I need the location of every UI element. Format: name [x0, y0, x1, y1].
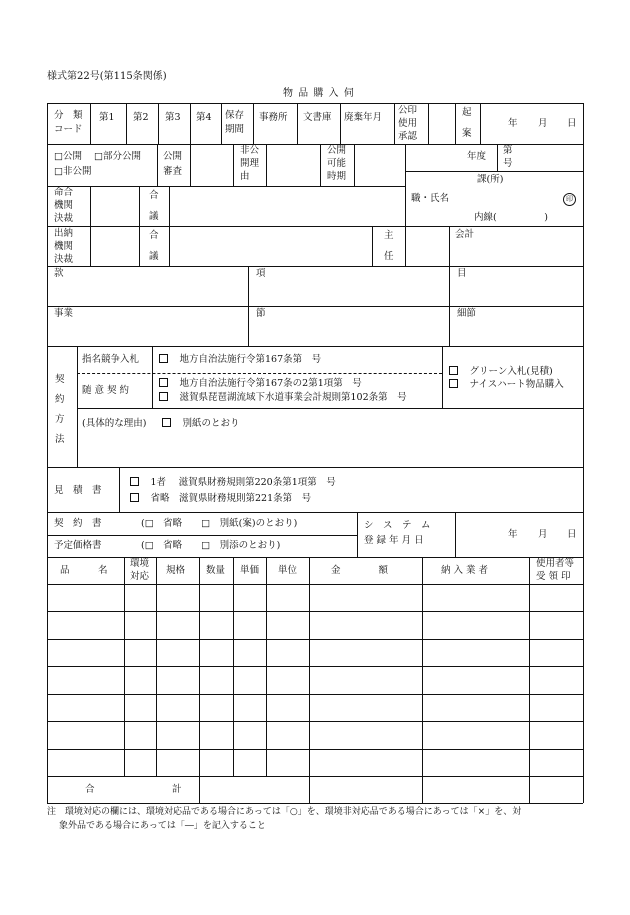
koin-label: 公印 [398, 105, 418, 116]
kankyo-header-1: 環境 [130, 558, 150, 569]
dashed-rule [77, 373, 442, 374]
meirei-label-2: 機関 [54, 200, 74, 211]
green-option[interactable] [449, 366, 553, 378]
rule [126, 103, 127, 144]
code-label: コード [54, 124, 83, 135]
yotei-options[interactable]: (□ 省略 □ 別添のとおり) [141, 540, 281, 551]
rule [497, 144, 498, 171]
mitsumori-option-1[interactable] [130, 477, 336, 489]
saimoku-label: 細節 [457, 308, 477, 319]
keiyaku-label-1: 契 [55, 374, 65, 385]
suito-label-3: 決裁 [54, 254, 74, 265]
rule [449, 226, 450, 266]
year-label: 年 [508, 529, 518, 540]
keiyakusho-options[interactable]: (□ 省略 □ 別紙(案)のとおり) [141, 518, 298, 529]
kikaku-header: 規格 [166, 565, 186, 576]
gogi-label-2: 議 [149, 211, 159, 222]
rule [47, 666, 583, 667]
hikokai-riyu-label-3: 由 [240, 171, 250, 182]
rule [190, 103, 191, 144]
day-label: 日 [567, 529, 577, 540]
kingaku-header: 金 額 [331, 565, 389, 576]
rule [233, 557, 234, 776]
page-title: 物 品 購 入 伺 [283, 88, 355, 99]
rule [47, 266, 583, 267]
rule [139, 186, 140, 266]
tani-header: 単位 [278, 565, 298, 576]
shimei-option[interactable] [159, 354, 321, 366]
dai4-label: 第4 [196, 112, 212, 123]
rule [449, 266, 450, 346]
toroku-label: 登 録 年 月 日 [364, 535, 424, 546]
zuii-option-1[interactable] [159, 378, 362, 390]
shimei-option-text: 地方自治法施行令第167条第 号 [179, 354, 322, 365]
rule [77, 408, 583, 409]
checkbox[interactable] [130, 477, 139, 486]
meirei-label-3: 決裁 [54, 213, 74, 224]
rule [47, 639, 583, 640]
rule [297, 103, 298, 144]
keiyaku-label-4: 法 [55, 434, 65, 445]
rule [253, 103, 254, 144]
nice-heart-option[interactable] [449, 379, 564, 391]
go-label: 号 [503, 158, 513, 169]
tanka-header: 単価 [240, 565, 260, 576]
mitsumori-option-2[interactable] [130, 493, 311, 505]
rule [340, 103, 341, 144]
kokai-option[interactable]: □公開 [54, 151, 82, 162]
dai2-label: 第2 [133, 112, 149, 123]
shimei-kyoso-label: 指名競争入札 [82, 354, 140, 365]
rule [190, 144, 191, 186]
suito-label-1: 出納 [54, 228, 74, 239]
rule [47, 467, 583, 468]
rule [233, 144, 234, 186]
rule [394, 103, 395, 144]
gogi-label-1: 合 [149, 190, 159, 201]
rule [428, 103, 429, 144]
bunrui-label: 分 類 [54, 110, 83, 121]
keiyakusho-label: 契 約 書 [54, 518, 102, 529]
gogi-label-2: 議 [149, 251, 159, 262]
rule [47, 721, 583, 722]
total-label-1: 合 [85, 784, 95, 795]
hikokai-riyu-label-1: 非公 [240, 145, 260, 156]
kaikei-label: 会計 [455, 229, 475, 240]
checkbox[interactable] [162, 418, 171, 427]
shiyosha-header-2: 受 領 印 [536, 571, 571, 582]
kankyo-header-2: 対応 [130, 571, 150, 582]
kokai-kano-label-1: 公開 [327, 145, 347, 156]
mitsumori-label: 見 積 書 [54, 485, 102, 496]
rule [320, 144, 321, 186]
shiyo-label: 使用 [398, 118, 418, 129]
year-label: 年 [508, 118, 518, 129]
rule [157, 144, 158, 186]
rule [455, 512, 456, 557]
rule [266, 144, 267, 186]
hozon-label: 保存 [225, 110, 245, 121]
rule [357, 512, 358, 557]
rule [405, 226, 406, 266]
nonyu-gyosha-header: 納 入 業 者 [441, 565, 489, 576]
rule [47, 512, 583, 513]
zuii-keiyaku-label: 随 意 契 約 [82, 385, 130, 396]
dai-label: 第 [503, 145, 513, 156]
rule [309, 557, 310, 803]
suito-label-2: 機関 [54, 241, 74, 252]
dai1-label: 第1 [99, 112, 115, 123]
rule [529, 557, 530, 803]
rule [583, 103, 584, 803]
riyu-option-text: 別紙のとおり [182, 418, 240, 429]
jimusho-label: 事務所 [259, 112, 288, 123]
dai3-label: 第3 [165, 112, 181, 123]
kan-label: 款 [54, 268, 64, 279]
checkbox[interactable] [449, 379, 458, 388]
checkbox[interactable] [130, 493, 139, 502]
riyu-option[interactable] [162, 418, 240, 430]
rule [47, 694, 583, 695]
checkbox[interactable] [159, 378, 168, 387]
suryo-header: 数量 [206, 565, 226, 576]
rule [266, 557, 267, 776]
kou-label: 項 [256, 268, 266, 279]
rule [90, 186, 91, 266]
rule [405, 171, 583, 172]
seal-icon: 印 [563, 193, 576, 206]
rule [47, 611, 583, 612]
checkbox[interactable] [449, 366, 458, 375]
keiyaku-label-3: 方 [55, 414, 65, 425]
rule [372, 226, 373, 266]
setsu-label: 節 [256, 308, 266, 319]
hinmei-header: 品 名 [60, 565, 108, 576]
month-label: 月 [538, 118, 548, 129]
naisen-label: 内線( ) [474, 212, 548, 223]
hikokai-riyu-label-2: 開理 [240, 158, 260, 169]
kokai-kano-label-3: 時期 [327, 171, 347, 182]
moku-label: 目 [457, 268, 467, 279]
rule [47, 103, 48, 803]
rule [47, 749, 583, 750]
rule [354, 144, 355, 186]
rule [442, 346, 443, 408]
rule [152, 346, 153, 408]
nice-heart-option-text: ナイスハート物品購入 [469, 379, 564, 390]
zuii-option-2-text: 滋賀県琵琶湖流域下水道事業会計規則第102条第 号 [179, 392, 407, 403]
green-option-text: グリーン入札(見積) [469, 366, 553, 377]
month-label: 月 [538, 529, 548, 540]
hikokai-option[interactable]: □非公開 [54, 166, 92, 177]
rule [77, 346, 78, 467]
shonin-label: 承認 [398, 131, 418, 142]
rule [199, 557, 200, 803]
shunin-label-1: 主 [384, 230, 394, 241]
note-line-2: 象外品である場合にあっては「―」を記入すること [59, 821, 266, 831]
rule [90, 103, 91, 144]
checkbox[interactable] [159, 392, 168, 401]
haiki-nengetsu-label: 廃棄年月 [344, 112, 383, 123]
rule [47, 306, 583, 307]
rule [480, 103, 481, 144]
note-line-1: 注 環境対応の欄には、環境対応品である場合にあっては「○」を、環境非対応品である場合にあっては「×」を、対 [47, 807, 522, 817]
rule [156, 557, 157, 776]
shunin-label-2: 任 [384, 251, 394, 262]
rule [124, 557, 125, 776]
shoku-shimei-label: 職・氏名 [411, 193, 450, 204]
rule [455, 103, 456, 144]
gogi-label-1: 合 [149, 230, 159, 241]
keiyaku-label-2: 約 [55, 394, 65, 405]
rule [422, 557, 423, 803]
nendo-label: 年度 [467, 151, 487, 162]
kikan-label: 期間 [225, 124, 245, 135]
bubun-kokai-option[interactable]: □部分公開 [94, 151, 141, 162]
kokai-kano-label-2: 可能 [327, 158, 347, 169]
rule [47, 346, 583, 347]
ki-label: 起 [462, 107, 472, 118]
mitsumori-option-1-text: 1者 滋賀県財務規則第220条第1項第 号 [150, 477, 336, 488]
system-label: シ ス テ ム [364, 520, 431, 531]
shiyosha-header-1: 使用者等 [536, 558, 575, 569]
ka-sho-label: 課(所) [477, 174, 504, 185]
rule [158, 103, 159, 144]
checkbox[interactable] [159, 354, 168, 363]
zuii-option-2[interactable] [159, 392, 407, 404]
zuii-option-1-text: 地方自治法施行令第167条の2第1項第 号 [179, 378, 362, 389]
an-label: 案 [462, 128, 472, 139]
bunshoko-label: 文書庫 [303, 112, 332, 123]
jigyo-label: 事業 [54, 308, 74, 319]
shinsa-label: 審査 [163, 166, 183, 177]
rule [119, 467, 120, 512]
rule [169, 186, 170, 266]
form-number: 様式第22号(第115条関係) [47, 71, 167, 82]
rule [405, 144, 406, 226]
total-label-2: 計 [172, 784, 182, 795]
yotei-kakakusho-label: 予定価格書 [54, 540, 102, 551]
rule [47, 776, 583, 777]
meirei-label-1: 命合 [54, 187, 74, 198]
rule [221, 103, 222, 144]
day-label: 日 [567, 118, 577, 129]
rule [47, 535, 357, 536]
rule [47, 557, 583, 558]
rule [47, 186, 405, 187]
rule [47, 226, 583, 227]
rule [47, 803, 583, 804]
rule [47, 103, 583, 104]
rule [248, 266, 249, 346]
riyu-label: (具体的な理由) [82, 418, 147, 429]
kokai-label: 公開 [163, 151, 183, 162]
mitsumori-option-2-text: 省略 滋賀県財務規則第221条第 号 [150, 493, 312, 504]
rule [47, 584, 583, 585]
